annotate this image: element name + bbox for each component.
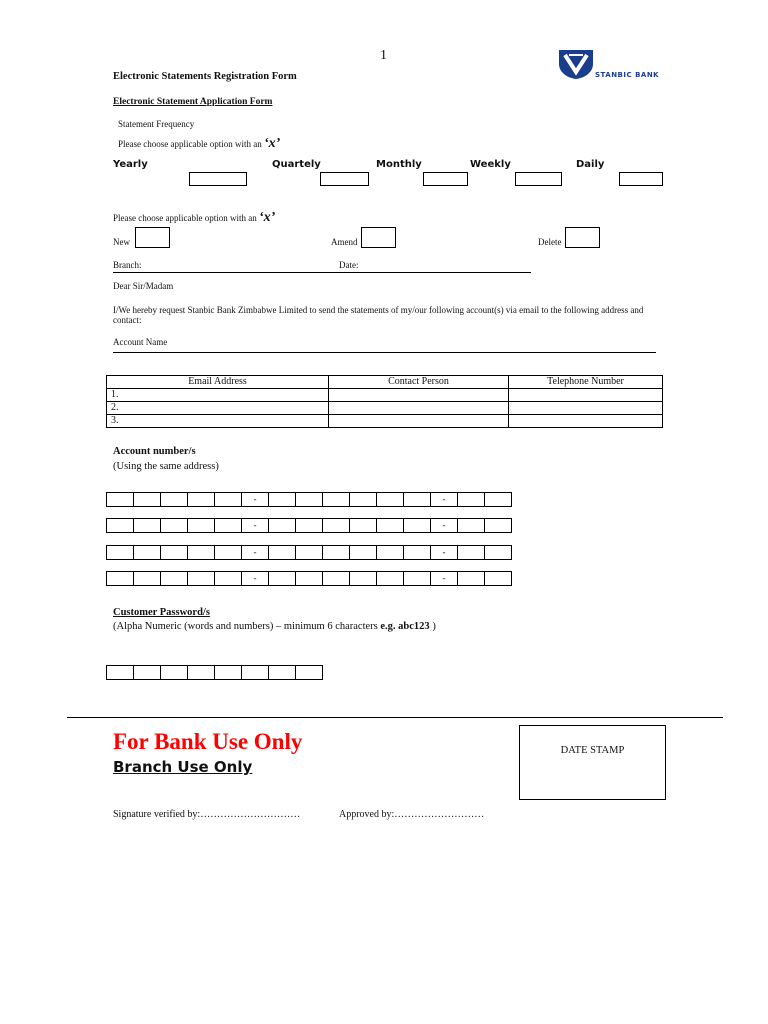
account-number-row-2	[106, 518, 512, 533]
option-daily-label: Daily	[576, 159, 605, 170]
separator-box: -	[431, 493, 458, 507]
password-char-box[interactable]	[161, 666, 188, 680]
separator-box: -	[242, 572, 269, 586]
contact-person-cell[interactable]	[329, 415, 509, 428]
telephone-cell[interactable]	[509, 415, 663, 428]
frequency-instruction-text: Please choose applicable option with an	[118, 139, 262, 149]
separator-box: -	[242, 519, 269, 533]
digit-box[interactable]	[377, 572, 404, 586]
delete-checkbox[interactable]	[565, 227, 600, 248]
digit-box[interactable]	[134, 572, 161, 586]
separator-box: -	[242, 546, 269, 560]
request-text: I/We hereby request Stanbic Bank Zimbabwe Limited to send the statements of my/our following account(s) via email to the following address and contact:	[113, 305, 644, 325]
password-char-box[interactable]	[107, 666, 134, 680]
digit-box[interactable]	[161, 546, 188, 560]
daily-checkbox[interactable]	[619, 172, 663, 186]
digit-box[interactable]	[215, 493, 242, 507]
digit-box[interactable]	[458, 519, 485, 533]
digit-box[interactable]	[350, 546, 377, 560]
digit-box[interactable]	[188, 572, 215, 586]
account-numbers-title: Account number/s	[113, 446, 196, 457]
action-instruction	[113, 210, 275, 226]
digit-box[interactable]	[350, 493, 377, 507]
application-title: Electronic Statement Application Form	[113, 97, 273, 107]
date-label: Date:	[339, 260, 359, 270]
digit-box[interactable]	[269, 493, 296, 507]
digit-box[interactable]	[323, 546, 350, 560]
action-instruction-text: Please choose applicable option with an	[113, 213, 257, 223]
password-boxes	[106, 665, 323, 680]
option-delete-label: Delete	[538, 237, 562, 247]
shield-logo-icon	[557, 48, 595, 80]
salutation: Dear Sir/Madam	[113, 281, 174, 291]
action-x-mark: ‘x’	[258, 210, 276, 225]
signature-verified-field[interactable]: Signature verified by:…………………………	[113, 809, 301, 820]
digit-box[interactable]	[215, 546, 242, 560]
password-desc-suffix: )	[432, 621, 436, 632]
digit-box[interactable]	[458, 572, 485, 586]
digit-box[interactable]	[107, 572, 134, 586]
logo-text: STANBIC BANK	[595, 71, 660, 79]
monthly-checkbox[interactable]	[423, 172, 468, 186]
digit-box[interactable]	[269, 572, 296, 586]
form-title: Electronic Statements Registration Form	[113, 71, 297, 82]
digit-box[interactable]	[350, 572, 377, 586]
digit-box[interactable]	[188, 493, 215, 507]
password-char-box[interactable]	[134, 666, 161, 680]
header-email: Email Address	[107, 376, 329, 389]
contact-table-header	[107, 376, 663, 389]
stanbic-logo	[557, 48, 667, 80]
section-divider	[67, 717, 723, 718]
digit-box[interactable]	[377, 546, 404, 560]
digit-box[interactable]	[404, 572, 431, 586]
digit-box[interactable]	[404, 546, 431, 560]
digit-box[interactable]	[323, 519, 350, 533]
new-checkbox[interactable]	[135, 227, 170, 248]
digit-box[interactable]	[134, 519, 161, 533]
separator-box: -	[242, 493, 269, 507]
digit-box[interactable]	[296, 519, 323, 533]
frequency-x-mark: ‘x’	[263, 136, 281, 151]
weekly-checkbox[interactable]	[515, 172, 562, 186]
digit-box[interactable]	[485, 546, 512, 560]
table-row	[107, 389, 663, 402]
password-char-box[interactable]	[242, 666, 269, 680]
password-char-box[interactable]	[215, 666, 242, 680]
page-number: 1	[380, 48, 387, 63]
account-number-row-1	[106, 492, 512, 507]
contact-table	[106, 375, 663, 428]
bank-use-title: For Bank Use Only	[113, 729, 303, 754]
approved-by-field[interactable]: Approved by:………………………	[339, 809, 485, 820]
telephone-cell[interactable]	[509, 389, 663, 402]
separator-box: -	[431, 546, 458, 560]
digit-box[interactable]	[161, 493, 188, 507]
password-char-box[interactable]	[269, 666, 296, 680]
digit-box[interactable]	[107, 546, 134, 560]
email-cell[interactable]: 1.	[107, 389, 329, 402]
digit-box[interactable]	[296, 572, 323, 586]
statement-frequency-label: Statement Frequency	[118, 119, 195, 129]
password-example: e.g. abc123	[380, 621, 430, 632]
digit-box[interactable]	[269, 546, 296, 560]
account-name-line[interactable]	[113, 352, 656, 353]
branch-label: Branch:	[113, 260, 142, 270]
digit-box[interactable]	[323, 493, 350, 507]
branch-use-subtitle: Branch Use Only	[113, 758, 253, 776]
date-stamp-box[interactable]	[519, 725, 666, 800]
option-quarterly-label: Quartely	[272, 159, 321, 170]
digit-box[interactable]	[188, 546, 215, 560]
option-amend-label: Amend	[331, 237, 358, 247]
date-stamp-label: DATE STAMP	[560, 745, 625, 756]
digit-box[interactable]	[377, 493, 404, 507]
digit-box[interactable]	[458, 546, 485, 560]
digit-box[interactable]	[188, 519, 215, 533]
frequency-instruction	[118, 136, 280, 152]
digit-box[interactable]	[134, 546, 161, 560]
digit-box[interactable]	[485, 519, 512, 533]
password-description	[113, 621, 436, 632]
email-cell[interactable]: 2.	[107, 402, 329, 415]
digit-box[interactable]	[296, 546, 323, 560]
separator-box: -	[431, 572, 458, 586]
digit-box[interactable]	[296, 493, 323, 507]
digit-box[interactable]	[269, 519, 296, 533]
amend-checkbox[interactable]	[361, 227, 396, 248]
digit-box[interactable]	[485, 493, 512, 507]
option-monthly-label: Monthly	[376, 159, 422, 170]
telephone-cell[interactable]	[509, 402, 663, 415]
password-char-box[interactable]	[188, 666, 215, 680]
contact-person-cell[interactable]	[329, 402, 509, 415]
digit-box[interactable]	[485, 572, 512, 586]
yearly-checkbox[interactable]	[189, 172, 247, 186]
option-weekly-label: Weekly	[470, 159, 511, 170]
digit-box[interactable]	[107, 493, 134, 507]
digit-box[interactable]	[215, 572, 242, 586]
digit-box[interactable]	[404, 493, 431, 507]
branch-date-line[interactable]	[113, 272, 531, 273]
digit-box[interactable]	[215, 519, 242, 533]
quarterly-checkbox[interactable]	[320, 172, 369, 186]
table-row	[107, 402, 663, 415]
digit-box[interactable]	[134, 493, 161, 507]
digit-box[interactable]	[458, 493, 485, 507]
password-desc-prefix: (Alpha Numeric (words and numbers) – minimum 6 characters	[113, 621, 378, 632]
password-char-box[interactable]	[296, 666, 323, 680]
digit-box[interactable]	[377, 519, 404, 533]
separator-box: -	[431, 519, 458, 533]
password-title: Customer Password/s	[113, 607, 210, 618]
digit-box[interactable]	[161, 572, 188, 586]
option-yearly-label: Yearly	[113, 159, 148, 170]
option-new-label: New	[113, 237, 130, 247]
header-contact-person: Contact Person	[329, 376, 509, 389]
digit-box[interactable]	[323, 572, 350, 586]
account-name-label: Account Name	[113, 337, 168, 347]
email-cell[interactable]: 3.	[107, 415, 329, 428]
digit-box[interactable]	[107, 519, 134, 533]
digit-box[interactable]	[350, 519, 377, 533]
digit-box[interactable]	[404, 519, 431, 533]
account-numbers-subtitle: (Using the same address)	[113, 461, 219, 472]
contact-person-cell[interactable]	[329, 389, 509, 402]
table-row	[107, 415, 663, 428]
account-number-row-3	[106, 545, 512, 560]
header-telephone: Telephone Number	[509, 376, 663, 389]
account-number-row-4	[106, 571, 512, 586]
digit-box[interactable]	[161, 519, 188, 533]
